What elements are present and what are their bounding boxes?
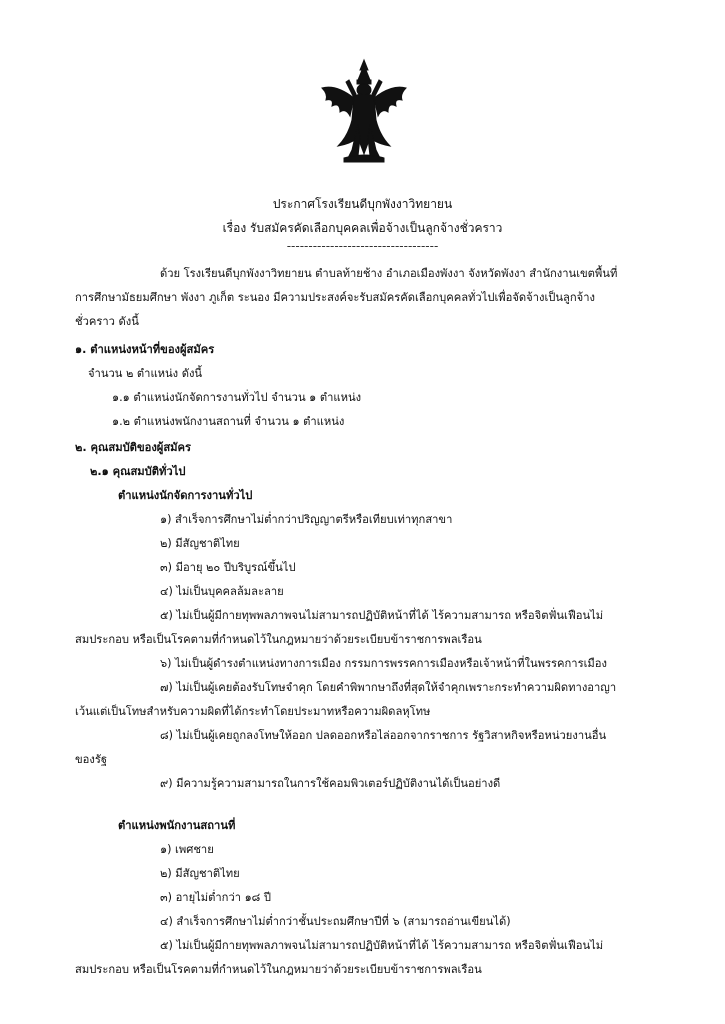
qualification-item: ๗) ไม่เป็นผู้เคยต้องรับโทษจำคุก โดยคำพิพากษาถึงที่สุดให้จำคุกเพราะกระทำความผิดทางอาญา (160, 681, 617, 694)
qualification-item: ๓) อายุไม่ต่ำกว่า ๑๘ ปี (160, 891, 271, 904)
section-2-heading: ๒. คุณสมบัติของผู้สมัคร (75, 441, 192, 454)
position-b-title: ตำแหน่งพนักงานสถานที่ (118, 819, 236, 832)
qualification-item: ๕) ไม่เป็นผู้มีกายทุพพลภาพจนไม่สามารถปฏิบัติหน้าที่ได้ ไร้ความสามารถ หรือจิตฟั่นเฟือนไม่ (160, 609, 604, 622)
qualification-item: ๕) ไม่เป็นผู้มีกายทุพพลภาพจนไม่สามารถปฏิบัติหน้าที่ได้ ไร้ความสามารถ หรือจิตฟั่นเฟือนไม่ (160, 939, 604, 952)
qualification-item: ๔) สำเร็จการศึกษาไม่ต่ำกว่าชั้นประถมศึกษาปีที่ ๖ (สามารถอ่านเขียนได้) (160, 915, 511, 928)
qualification-item: ๘) ไม่เป็นผู้เคยถูกลงโทษให้ออก ปลดออกหรือไล่ออกจากราชการ รัฐวิสาหกิจหรือหน่วยงานอื่น (160, 729, 607, 742)
intro-line-1: ด้วย โรงเรียนดีบุกพังงาวิทยายน ตำบลท้ายช้าง อำเภอเมืองพังงา จังหวัดพังงา สำนักงานเขตพื้นที่ (160, 267, 618, 280)
qualification-item: ๒) มีสัญชาติไทย (160, 867, 240, 880)
qualification-item: ๓) มีอายุ ๒๐ ปีบริบูรณ์ขึ้นไป (160, 561, 296, 574)
qualification-item: ๖) ไม่เป็นผู้ดำรงตำแหน่งทางการเมือง กรรมการพรรคการเมืองหรือเจ้าหน้าที่ในพรรคการเมือง (160, 657, 607, 670)
qualification-item-continued: เว้นแต่เป็นโทษสำหรับความผิดที่ได้กระทำโดยประมาทหรือความผิดลหุโทษ (75, 705, 431, 718)
qualification-item: ๑) สำเร็จการศึกษาไม่ต่ำกว่าปริญญาตรีหรือเทียบเท่าทุกสาขา (160, 513, 453, 526)
qualification-item-continued: ของรัฐ (75, 753, 108, 766)
section-2-subheading: ๒.๑ คุณสมบัติทั่วไป (90, 465, 186, 478)
qualification-item-continued: สมประกอบ หรือเป็นโรคตามที่กำหนดไว้ในกฎหมายว่าด้วยระเบียบข้าราชการพลเรือน (75, 963, 482, 976)
intro-line-3: ชั่วคราว ดังนี้ (75, 315, 139, 328)
qualification-item: ๙) มีความรู้ความสามารถในการใช้คอมพิวเตอร์ปฏิบัติงานได้เป็นอย่างดี (160, 777, 501, 790)
announcement-subject: เรื่อง รับสมัครคัดเลือกบุคคลเพื่อจ้างเป็นลูกจ้างชั่วคราว (222, 221, 503, 235)
position-a-title: ตำแหน่งนักจัดการงานทั่วไป (118, 489, 253, 502)
section-1-item: ๑.๑ ตำแหน่งนักจัดการงานทั่วไป จำนวน ๑ ตำแหน่ง (112, 391, 362, 404)
announcement-title: ประกาศโรงเรียนดีบุกพังงาวิทยายน (272, 197, 453, 211)
qualification-item: ๒) มีสัญชาติไทย (160, 537, 240, 550)
qualification-item: ๑) เพศชาย (160, 843, 214, 856)
qualification-item: ๔) ไม่เป็นบุคคลล้มละลาย (160, 585, 284, 598)
section-1-count: จำนวน ๒ ตำแหน่ง ดังนี้ (88, 367, 203, 380)
section-1-item: ๑.๒ ตำแหน่งพนักงานสถานที่ จำนวน ๑ ตำแหน่ง (112, 415, 345, 428)
intro-line-2: การศึกษามัธยมศึกษา พังงา ภูเก็ต ระนอง มีความประสงค์จะรับสมัครคัดเลือกบุคคลทั่วไปเพื่อจัดจ้างเป็นลูกจ้าง (75, 291, 595, 304)
header-divider: ----------------------------------- (286, 239, 439, 253)
garuda-emblem-icon (318, 58, 410, 164)
section-1-heading: ๑. ตำแหน่งหน้าที่ของผู้สมัคร (75, 343, 215, 356)
qualification-item-continued: สมประกอบ หรือเป็นโรคตามที่กำหนดไว้ในกฎหมายว่าด้วยระเบียบข้าราชการพลเรือน (75, 633, 482, 646)
